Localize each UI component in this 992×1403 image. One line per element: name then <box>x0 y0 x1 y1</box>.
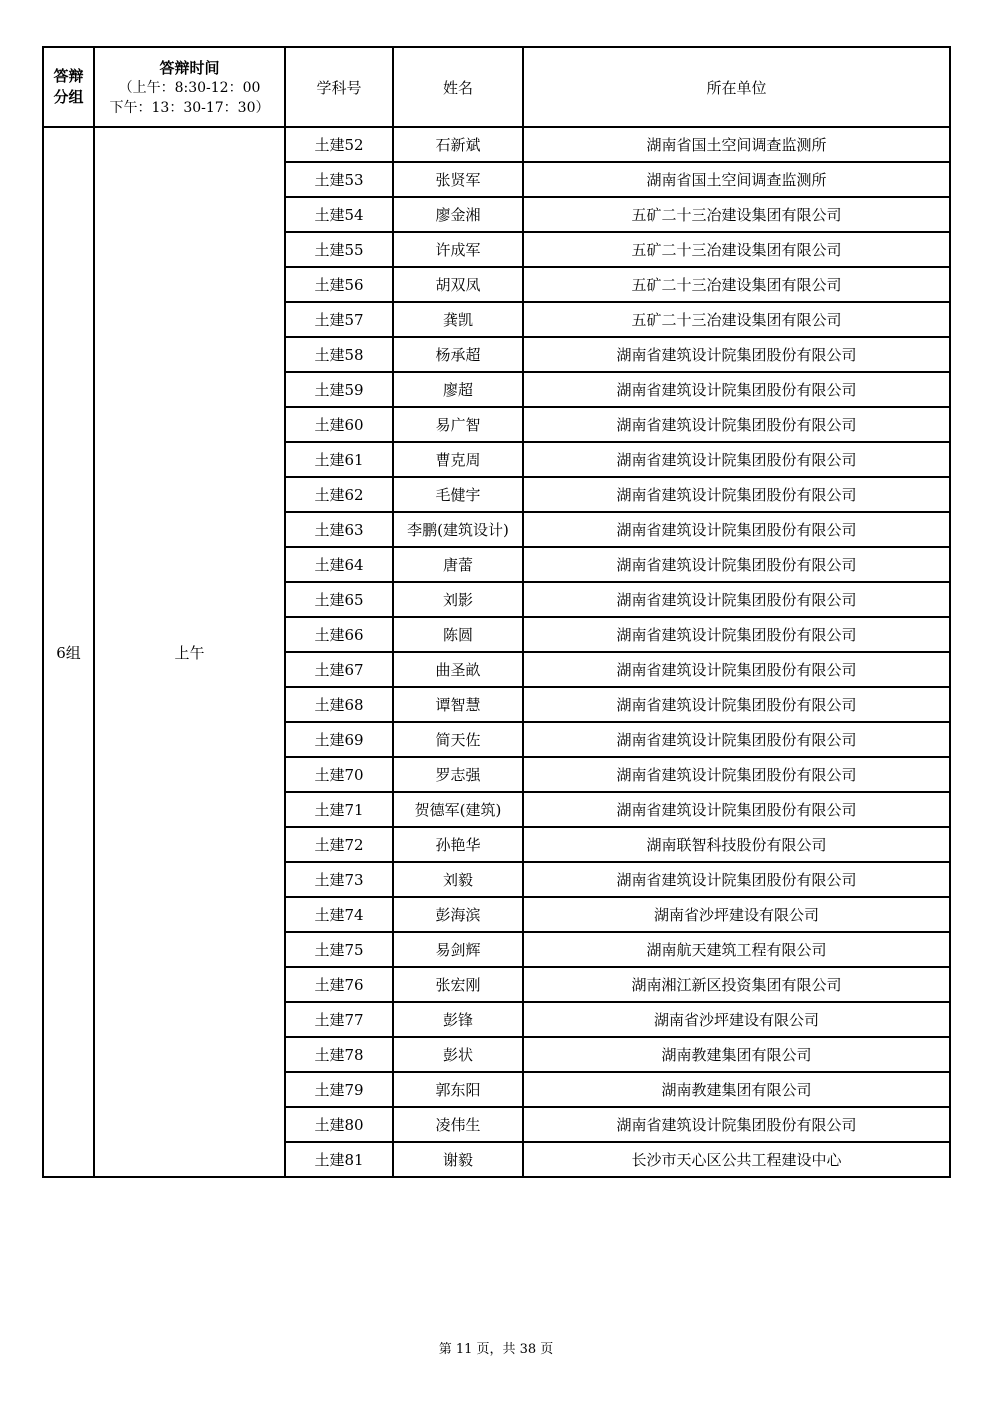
header-name: 姓名 <box>393 47 523 127</box>
name-cell: 谭智慧 <box>393 687 523 722</box>
name-cell: 简天佐 <box>393 722 523 757</box>
unit-cell: 湖南省建筑设计院集团股份有限公司 <box>523 442 950 477</box>
subject-no-cell: 土建63 <box>285 512 393 547</box>
unit-cell: 五矿二十三冶建设集团有限公司 <box>523 267 950 302</box>
subject-no-cell: 土建74 <box>285 897 393 932</box>
unit-cell: 长沙市天心区公共工程建设中心 <box>523 1142 950 1177</box>
subject-no-cell: 土建81 <box>285 1142 393 1177</box>
subject-no-cell: 土建54 <box>285 197 393 232</box>
name-cell: 刘毅 <box>393 862 523 897</box>
subject-no-cell: 土建66 <box>285 617 393 652</box>
header-subject-no: 学科号 <box>285 47 393 127</box>
subject-no-cell: 土建69 <box>285 722 393 757</box>
unit-cell: 湖南省建筑设计院集团股份有限公司 <box>523 547 950 582</box>
header-time-pm: 下午：13：30-17：30） <box>109 99 270 116</box>
subject-no-cell: 土建80 <box>285 1107 393 1142</box>
unit-cell: 湖南省建筑设计院集团股份有限公司 <box>523 862 950 897</box>
unit-cell: 湖南省建筑设计院集团股份有限公司 <box>523 372 950 407</box>
subject-no-cell: 土建71 <box>285 792 393 827</box>
unit-cell: 湖南省建筑设计院集团股份有限公司 <box>523 792 950 827</box>
subject-no-cell: 土建79 <box>285 1072 393 1107</box>
header-unit: 所在单位 <box>523 47 950 127</box>
unit-cell: 湖南省建筑设计院集团股份有限公司 <box>523 337 950 372</box>
name-cell: 杨承超 <box>393 337 523 372</box>
name-cell: 陈圆 <box>393 617 523 652</box>
name-cell: 易广智 <box>393 407 523 442</box>
header-time-title: 答辩时间 <box>159 58 220 77</box>
table-row <box>43 127 950 162</box>
unit-cell: 湖南教建集团有限公司 <box>523 1072 950 1107</box>
subject-no-cell: 土建72 <box>285 827 393 862</box>
name-cell: 曹克周 <box>393 442 523 477</box>
name-cell: 许成军 <box>393 232 523 267</box>
subject-no-cell: 土建52 <box>285 127 393 162</box>
subject-no-cell: 土建67 <box>285 652 393 687</box>
defense-schedule-table <box>42 46 951 1178</box>
header-group-label: 答辩 分组 <box>53 67 84 106</box>
unit-cell: 湖南省国土空间调查监测所 <box>523 127 950 162</box>
table-header-row <box>43 47 950 127</box>
subject-no-cell: 土建58 <box>285 337 393 372</box>
unit-cell: 湖南省建筑设计院集团股份有限公司 <box>523 757 950 792</box>
name-cell: 唐蕾 <box>393 547 523 582</box>
subject-no-cell: 土建77 <box>285 1002 393 1037</box>
name-cell: 彭锋 <box>393 1002 523 1037</box>
name-cell: 廖金湘 <box>393 197 523 232</box>
name-cell: 罗志强 <box>393 757 523 792</box>
subject-no-cell: 土建53 <box>285 162 393 197</box>
name-cell: 谢毅 <box>393 1142 523 1177</box>
subject-no-cell: 土建76 <box>285 967 393 1002</box>
name-cell: 凌伟生 <box>393 1107 523 1142</box>
unit-cell: 湖南省建筑设计院集团股份有限公司 <box>523 722 950 757</box>
subject-no-cell: 土建57 <box>285 302 393 337</box>
subject-no-cell: 土建68 <box>285 687 393 722</box>
subject-no-cell: 土建64 <box>285 547 393 582</box>
name-cell: 张贤军 <box>393 162 523 197</box>
header-time <box>94 47 285 127</box>
unit-cell: 湖南省国土空间调查监测所 <box>523 162 950 197</box>
subject-no-cell: 土建65 <box>285 582 393 617</box>
subject-no-cell: 土建78 <box>285 1037 393 1072</box>
subject-no-cell: 土建59 <box>285 372 393 407</box>
unit-cell: 湖南省沙坪建设有限公司 <box>523 897 950 932</box>
header-time-am: （上午：8:30-12：00 <box>118 79 261 96</box>
name-cell: 曲圣畝 <box>393 652 523 687</box>
name-cell: 孙艳华 <box>393 827 523 862</box>
group-cell: 6组 <box>43 127 94 1177</box>
subject-no-cell: 土建75 <box>285 932 393 967</box>
name-cell: 张宏刚 <box>393 967 523 1002</box>
subject-no-cell: 土建56 <box>285 267 393 302</box>
name-cell: 刘影 <box>393 582 523 617</box>
subject-no-cell: 土建70 <box>285 757 393 792</box>
unit-cell: 五矿二十三冶建设集团有限公司 <box>523 302 950 337</box>
subject-no-cell: 土建55 <box>285 232 393 267</box>
name-cell: 贺德军(建筑) <box>393 792 523 827</box>
unit-cell: 湖南湘江新区投资集团有限公司 <box>523 967 950 1002</box>
unit-cell: 五矿二十三冶建设集团有限公司 <box>523 232 950 267</box>
name-cell: 毛健宇 <box>393 477 523 512</box>
name-cell: 李鹏(建筑设计) <box>393 512 523 547</box>
page-footer: 第 11 页，共 38 页 <box>438 1342 554 1357</box>
name-cell: 郭东阳 <box>393 1072 523 1107</box>
table-body <box>43 127 950 1177</box>
unit-cell: 湖南省建筑设计院集团股份有限公司 <box>523 512 950 547</box>
subject-no-cell: 土建62 <box>285 477 393 512</box>
header-group <box>43 47 94 127</box>
unit-cell: 湖南省建筑设计院集团股份有限公司 <box>523 652 950 687</box>
subject-no-cell: 土建60 <box>285 407 393 442</box>
name-cell: 石新斌 <box>393 127 523 162</box>
unit-cell: 湖南教建集团有限公司 <box>523 1037 950 1072</box>
name-cell: 彭状 <box>393 1037 523 1072</box>
session-cell: 上午 <box>94 127 285 1177</box>
unit-cell: 湖南联智科技股份有限公司 <box>523 827 950 862</box>
unit-cell: 湖南省沙坪建设有限公司 <box>523 1002 950 1037</box>
name-cell: 胡双凤 <box>393 267 523 302</box>
unit-cell: 湖南省建筑设计院集团股份有限公司 <box>523 1107 950 1142</box>
unit-cell: 湖南省建筑设计院集团股份有限公司 <box>523 582 950 617</box>
unit-cell: 五矿二十三冶建设集团有限公司 <box>523 197 950 232</box>
name-cell: 龚凯 <box>393 302 523 337</box>
subject-no-cell: 土建73 <box>285 862 393 897</box>
name-cell: 易剑辉 <box>393 932 523 967</box>
subject-no-cell: 土建61 <box>285 442 393 477</box>
name-cell: 彭海滨 <box>393 897 523 932</box>
unit-cell: 湖南航天建筑工程有限公司 <box>523 932 950 967</box>
unit-cell: 湖南省建筑设计院集团股份有限公司 <box>523 477 950 512</box>
unit-cell: 湖南省建筑设计院集团股份有限公司 <box>523 407 950 442</box>
unit-cell: 湖南省建筑设计院集团股份有限公司 <box>523 687 950 722</box>
name-cell: 廖超 <box>393 372 523 407</box>
unit-cell: 湖南省建筑设计院集团股份有限公司 <box>523 617 950 652</box>
